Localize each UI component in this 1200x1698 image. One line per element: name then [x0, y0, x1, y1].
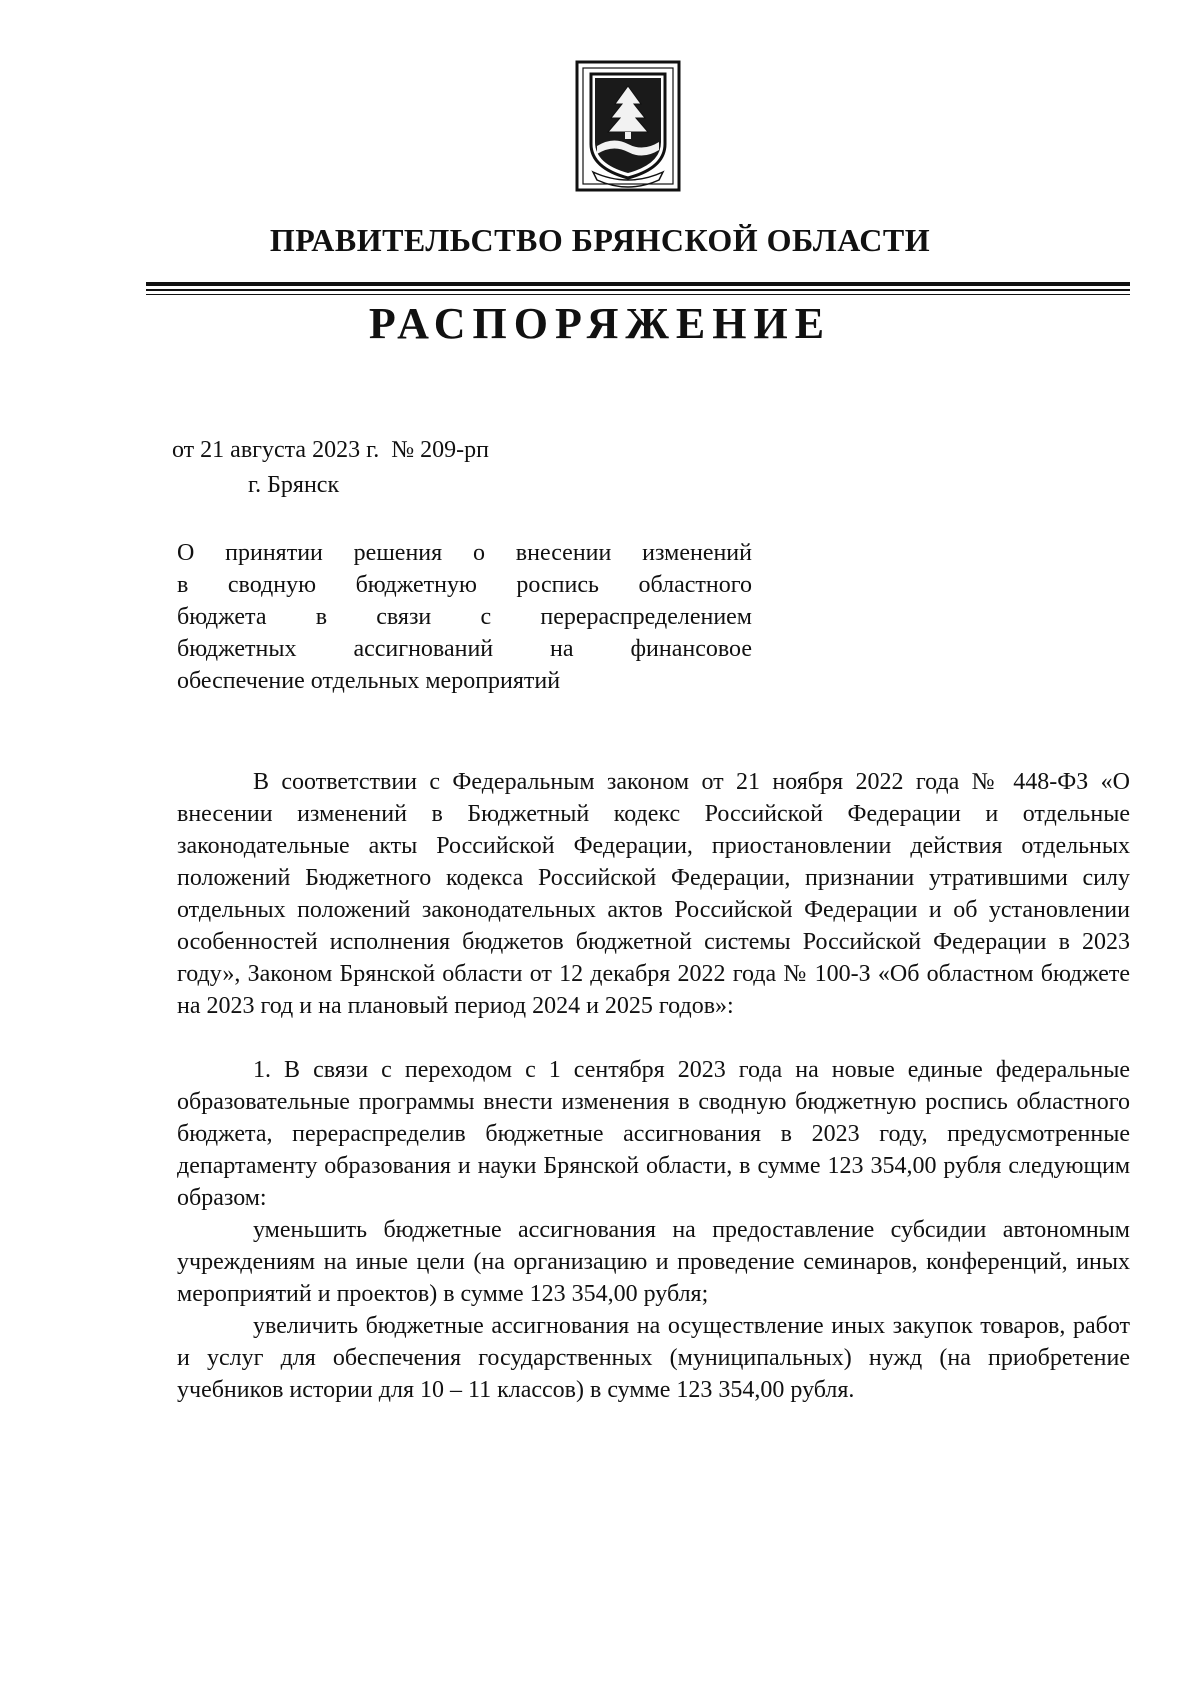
header-rule — [146, 289, 1130, 291]
header-rule — [146, 294, 1130, 295]
document-number: № 209-рп — [391, 437, 489, 463]
subject-line: О принятии решения о внесении изменений — [177, 540, 752, 566]
document-date: от 21 августа 2023 г. — [172, 437, 380, 463]
increase-paragraph: увеличить бюджетные ассигнования на осуществление иных закупок товаров, работ и услуг для обеспечения государственных (муниципальных) нужд (на приобретение учебников истории для 10 – 11 классов) в сумме 123 354,00 рубля. — [177, 1313, 1130, 1403]
date-line — [172, 437, 495, 464]
item-1-paragraph: 1. В связи с переходом с 1 сентября 2023 года на новые единые федеральные образовательные программы внести изменения в сводную бюджетную роспись областного бюджета, перераспределив бюджетные ассигнования в 2023 году, предусмотренные департаменту образования и науки Брянской области, в сумме 123 354,00 рубля следующим образом: — [177, 1057, 1130, 1211]
decrease-paragraph: уменьшить бюджетные ассигнования на предоставление субсидии автономным учреждениям на иные цели (на организацию и проведение семинаров, конференций, иных мероприятий и проектов) в сумме 123 354,00 рубля; — [177, 1217, 1130, 1307]
subject-line: бюджетных ассигнований на финансовое — [177, 636, 752, 662]
subject-line: в сводную бюджетную роспись областного — [177, 572, 752, 598]
document-city: г. Брянск — [248, 472, 340, 498]
document-body — [177, 766, 1130, 1406]
header-rule — [146, 282, 1130, 286]
subject-line: обеспечение отдельных мероприятий — [177, 668, 561, 694]
document-subject — [177, 537, 752, 697]
coat-of-arms-icon — [575, 60, 681, 192]
document-type: РАСПОРЯЖЕНИЕ — [368, 299, 832, 348]
subject-line: бюджета в связи с перераспределением — [177, 604, 752, 630]
preamble-paragraph: В соответствии с Федеральным законом от 21 ноября 2022 года № 448-ФЗ «О внесении изменений в Бюджетный кодекс Российской Федерации и отдельные законодательные акты Российской Федерации, приостановлении действия отдельных положений Бюджетного кодекса Российской Федерации, признании утратившими силу отдельных положений законодательных актов Российской Федерации и об установлении особенностей исполнения бюджетов бюджетной системы Российской Федерации в 2023 году», Законом Брянской области от 12 декабря 2022 года № 100-З «Об областном бюджете на 2023 год и на плановый период 2024 и 2025 годов»: — [177, 769, 1130, 1019]
organization-title: ПРАВИТЕЛЬСТВО БРЯНСКОЙ ОБЛАСТИ — [269, 222, 931, 258]
